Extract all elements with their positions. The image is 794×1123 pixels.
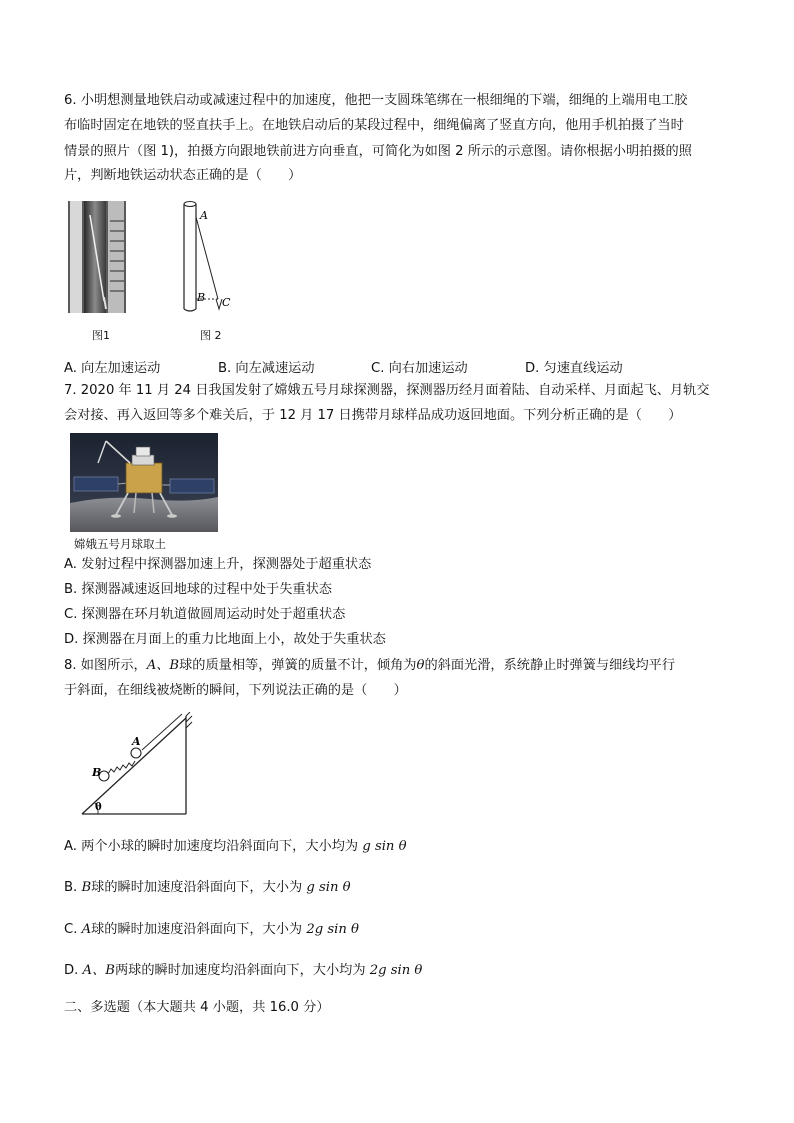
q7-image-caption: 嫦娥五号月球取土 (74, 537, 166, 551)
q7-option-a: A. 发射过程中探测器加速上升，探测器处于超重状态 (64, 557, 372, 572)
q8-option-d-text: 两球的瞬时加速度均沿斜面向下，大小均为 (114, 963, 370, 978)
q6-option-a: A. 向左加速运动 (64, 361, 161, 376)
q8-option-d-formula: 2g sin θ (369, 963, 423, 978)
q6-text-line-3: 情景的照片（图 1)，拍摄方向跟地铁前进方向垂直，可简化为如图 2 所示的示意图。请你根据小明拍摄的照 (64, 144, 692, 159)
q6-text-line-2: 布临时固定在地铁的竖直扶手上。在地铁启动后的某段过程中，细绳偏离了竖直方向，他用手机拍摄了当时 (64, 118, 684, 133)
q8-fig-label-a: A (132, 735, 141, 748)
q8-line1-mid: 球的质量相等，弹簧的质量不计，倾角为 (179, 658, 417, 673)
q8-text-line-1 (64, 657, 675, 675)
q8-line1-ab: A、B (146, 658, 180, 673)
q8-option-c-var: A (81, 922, 92, 937)
q8-option-d (64, 962, 422, 980)
q8-option-a (64, 838, 407, 856)
fig2-label-a: A (200, 209, 208, 222)
q6-text-line-1: 6. 小明想测量地铁启动或减速过程中的加速度，他把一支圆珠笔绑在一根细绳的下端，细绳的上端用电工胶 (64, 93, 688, 108)
q6-option-d: D. 匀速直线运动 (525, 361, 623, 376)
q6-text-line-4: 片，判断地铁运动状态正确的是（ ） (64, 168, 302, 183)
q8-option-a-text: A. 两个小球的瞬时加速度均沿斜面向下，大小均为 (64, 839, 363, 854)
q8-line1-pre: 8. 如图所示， (64, 658, 147, 673)
q6-option-c: C. 向右加速运动 (371, 361, 468, 376)
q8-option-c (64, 921, 359, 939)
q6-figure-2-caption: 图 2 (200, 329, 222, 342)
q6-figure-1-photo (68, 201, 126, 313)
q8-fig-label-b: B (92, 766, 102, 779)
q7-text-line-2: 会对接、再入返回等多个难关后，于 12 月 17 日携带月球样品成功返回地面。下列分析正确的是（ ） (64, 408, 682, 423)
q8-option-b-prefix: B. (64, 880, 82, 895)
q8-option-c-text: 球的瞬时加速度沿斜面向下，大小为 (91, 922, 307, 937)
fig2-label-c: C (222, 296, 231, 309)
q7-text-line-1: 7. 2020 年 11 月 24 日我国发射了嫦娥五号月球探测器，探测器历经月面着陆、自动采样、月面起飞、月轨交 (64, 383, 710, 398)
q7-option-b: B. 探测器减速返回地球的过程中处于失重状态 (64, 582, 332, 597)
q6-figure-2-diagram (178, 199, 238, 317)
q7-chang-e-5-image (70, 433, 218, 532)
q8-line1-theta: θ (416, 658, 425, 673)
q7-option-d: D. 探测器在月面上的重力比地面上小，故处于失重状态 (64, 632, 386, 647)
q8-option-b (64, 879, 351, 897)
q6-option-b: B. 向左减速运动 (218, 361, 315, 376)
q8-text-line-2: 于斜面，在细线被烧断的瞬间，下列说法正确的是（ ） (64, 683, 407, 698)
q8-option-c-prefix: C. (64, 922, 82, 937)
q6-figure-1-caption: 图1 (92, 329, 110, 342)
section-2-heading: 二、多选题（本大题共 4 小题，共 16.0 分） (64, 1000, 330, 1015)
q8-option-b-text: 球的瞬时加速度沿斜面向下，大小为 (91, 880, 307, 895)
q8-incline-diagram (78, 712, 208, 818)
q8-option-c-formula: 2g sin θ (306, 922, 359, 937)
q8-option-b-formula: g sin θ (306, 880, 351, 895)
q8-line1-post: 的斜面光滑，系统静止时弹簧与细线均平行 (424, 658, 676, 673)
q8-option-d-var: A、B (82, 963, 115, 978)
q7-option-c: C. 探测器在环月轨道做圆周运动时处于超重状态 (64, 607, 346, 622)
fig2-label-b: B (197, 291, 206, 304)
q8-option-a-formula: g sin θ (362, 839, 407, 854)
q8-option-b-var: B (81, 880, 92, 895)
q8-fig-label-theta: θ (95, 802, 102, 813)
q8-option-d-prefix: D. (64, 963, 83, 978)
